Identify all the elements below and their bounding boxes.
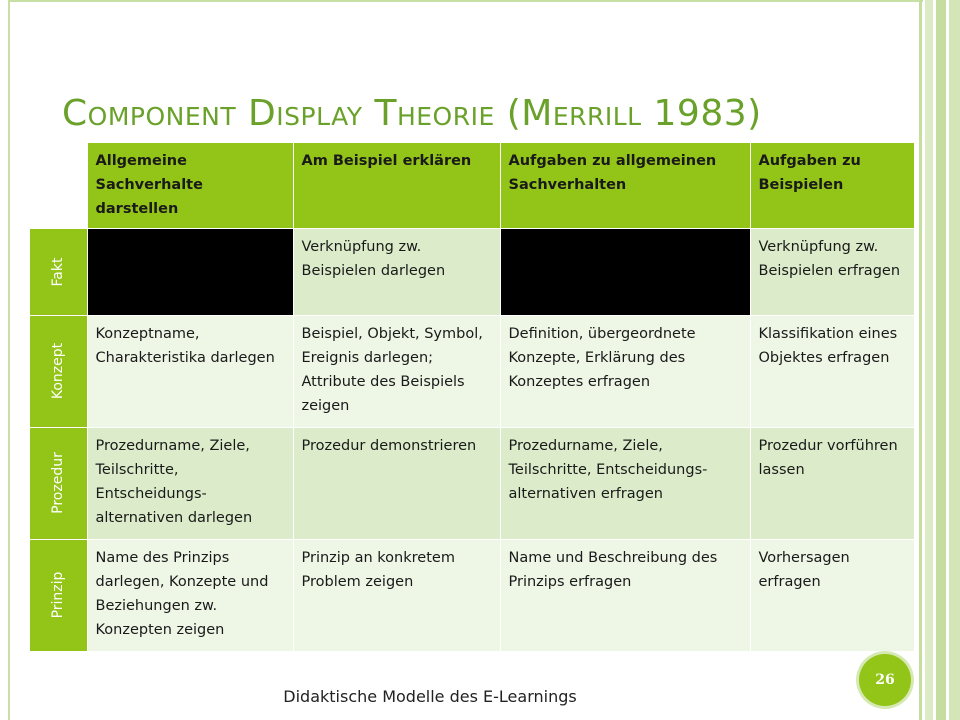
table-header-row	[30, 143, 914, 228]
column-header: Aufgaben zu allgemeinen Sachverhalten	[500, 143, 750, 228]
decor-stripe	[919, 0, 922, 720]
table-cell: Prinzip an konkretem Problem zeigen	[293, 539, 500, 651]
table-row	[30, 315, 914, 427]
table-cell: Verknüpfung zw. Beispielen darlegen	[293, 228, 500, 315]
row-header	[30, 315, 87, 427]
table-row	[30, 228, 914, 315]
table-row	[30, 427, 914, 539]
decor-stripe	[925, 0, 933, 720]
row-header	[30, 539, 87, 651]
table-cell: Vorhersagen erfragen	[750, 539, 914, 651]
table-cell: Prozedurname, Ziele, Teilschritte, Entscheidungs-alternativen erfragen	[500, 427, 750, 539]
table-cell: Name des Prinzips darlegen, Konzepte und Beziehungen zw. Konzepten zeigen	[87, 539, 293, 651]
row-label: Fakt	[50, 257, 67, 286]
table-cell: Prozedur demonstrieren	[293, 427, 500, 539]
table-row	[30, 539, 914, 651]
page-number-badge: 26	[859, 654, 911, 706]
slide-footer: Didaktische Modelle des E-Learnings	[283, 687, 577, 706]
table-cell: Klassifikation eines Objektes erfragen	[750, 315, 914, 427]
slide-title: Component Display Theorie (Merrill 1983)	[62, 93, 762, 134]
table-cell: Name und Beschreibung des Prinzips erfragen	[500, 539, 750, 651]
column-header: Aufgaben zu Beispielen	[750, 143, 914, 228]
column-header: Am Beispiel erklären	[293, 143, 500, 228]
decor-stripe	[949, 0, 960, 720]
blacked-out-cell	[500, 228, 750, 315]
table-cell: Verknüpfung zw. Beispielen erfragen	[750, 228, 914, 315]
blacked-out-cell	[87, 228, 293, 315]
table-cell: Definition, übergeordnete Konzepte, Erklärung des Konzeptes erfragen	[500, 315, 750, 427]
slide-frame-left	[8, 0, 10, 720]
slide-frame-top	[8, 0, 923, 2]
table-cell: Konzeptname, Charakteristika darlegen	[87, 315, 293, 427]
cdt-matrix-table	[30, 143, 914, 651]
table-corner	[30, 143, 87, 228]
table-cell: Prozedurname, Ziele, Teilschritte, Entscheidungs-alternativen darlegen	[87, 427, 293, 539]
column-header: Allgemeine Sachverhalte darstellen	[87, 143, 293, 228]
row-label: Prinzip	[50, 571, 67, 619]
row-header	[30, 228, 87, 315]
table-cell: Beispiel, Objekt, Symbol, Ereignis darlegen; Attribute des Beispiels zeigen	[293, 315, 500, 427]
decor-stripe	[936, 0, 946, 720]
row-header	[30, 427, 87, 539]
row-label: Prozedur	[50, 452, 67, 514]
table-cell: Prozedur vorführen lassen	[750, 427, 914, 539]
row-label: Konzept	[50, 342, 67, 400]
